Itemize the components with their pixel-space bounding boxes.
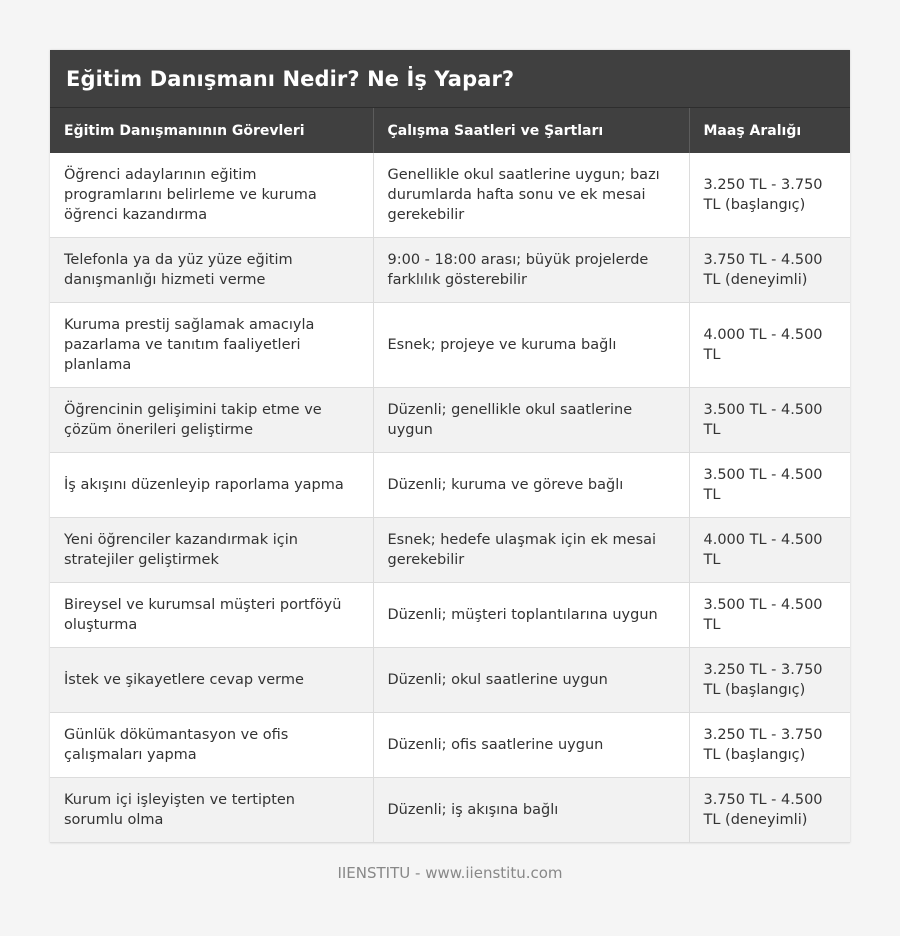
- table-row: [50, 303, 850, 388]
- column-header-duties: Eğitim Danışmanının Görevleri: [50, 108, 373, 153]
- hours-cell: Esnek; projeye ve kuruma bağlı: [373, 303, 689, 388]
- duty-cell: Bireysel ve kurumsal müşteri portföyü oluşturma: [50, 583, 373, 648]
- table-row: [50, 388, 850, 453]
- salary-cell: 3.250 TL - 3.750 TL (başlangıç): [689, 153, 850, 238]
- duty-cell: Öğrenci adaylarının eğitim programlarını belirleme ve kuruma öğrenci kazandırma: [50, 153, 373, 238]
- table-row: [50, 713, 850, 778]
- hours-cell: 9:00 - 18:00 arası; büyük projelerde farklılık gösterebilir: [373, 238, 689, 303]
- salary-cell: 3.250 TL - 3.750 TL (başlangıç): [689, 713, 850, 778]
- salary-cell: 3.250 TL - 3.750 TL (başlangıç): [689, 648, 850, 713]
- header-row: [50, 108, 850, 153]
- page-title: Eğitim Danışmanı Nedir? Ne İş Yapar?: [66, 66, 515, 91]
- duty-cell: Öğrencinin gelişimini takip etme ve çözüm önerileri geliştirme: [50, 388, 373, 453]
- duty-cell: Telefonla ya da yüz yüze eğitim danışmanlığı hizmeti verme: [50, 238, 373, 303]
- hours-cell: Düzenli; kuruma ve göreve bağlı: [373, 453, 689, 518]
- table-row: [50, 648, 850, 713]
- table-row: [50, 238, 850, 303]
- salary-cell: 3.750 TL - 4.500 TL (deneyimli): [689, 778, 850, 843]
- hours-cell: Düzenli; ofis saatlerine uygun: [373, 713, 689, 778]
- salary-cell: 4.000 TL - 4.500 TL: [689, 518, 850, 583]
- hours-cell: Genellikle okul saatlerine uygun; bazı durumlarda hafta sonu ve ek mesai gerekebilir: [373, 153, 689, 238]
- hours-cell: Esnek; hedefe ulaşmak için ek mesai gerekebilir: [373, 518, 689, 583]
- footer-credit: IIENSTITU - www.iienstitu.com: [337, 864, 563, 882]
- table-row: [50, 518, 850, 583]
- column-header-hours: Çalışma Saatleri ve Şartları: [373, 108, 689, 153]
- salary-cell: 3.750 TL - 4.500 TL (deneyimli): [689, 238, 850, 303]
- salary-cell: 3.500 TL - 4.500 TL: [689, 388, 850, 453]
- duty-cell: Günlük dökümantasyon ve ofis çalışmaları yapma: [50, 713, 373, 778]
- table-row: [50, 153, 850, 238]
- hours-cell: Düzenli; genellikle okul saatlerine uygun: [373, 388, 689, 453]
- duty-cell: Kuruma prestij sağlamak amacıyla pazarlama ve tanıtım faaliyetleri planlama: [50, 303, 373, 388]
- duty-cell: Yeni öğrenciler kazandırmak için stratejiler geliştirmek: [50, 518, 373, 583]
- table-row: [50, 453, 850, 518]
- hours-cell: Düzenli; müşteri toplantılarına uygun: [373, 583, 689, 648]
- salary-cell: 3.500 TL - 4.500 TL: [689, 453, 850, 518]
- title-bar: [50, 50, 850, 108]
- duty-cell: Kurum içi işleyişten ve tertipten sorumlu olma: [50, 778, 373, 843]
- table-row: [50, 583, 850, 648]
- hours-cell: Düzenli; iş akışına bağlı: [373, 778, 689, 843]
- salary-cell: 4.000 TL - 4.500 TL: [689, 303, 850, 388]
- table-card: [50, 50, 850, 843]
- duty-cell: İş akışını düzenleyip raporlama yapma: [50, 453, 373, 518]
- table-row: [50, 778, 850, 843]
- salary-cell: 3.500 TL - 4.500 TL: [689, 583, 850, 648]
- duty-cell: İstek ve şikayetlere cevap verme: [50, 648, 373, 713]
- hours-cell: Düzenli; okul saatlerine uygun: [373, 648, 689, 713]
- data-table: [50, 108, 850, 843]
- column-header-salary: Maaş Aralığı: [689, 108, 850, 153]
